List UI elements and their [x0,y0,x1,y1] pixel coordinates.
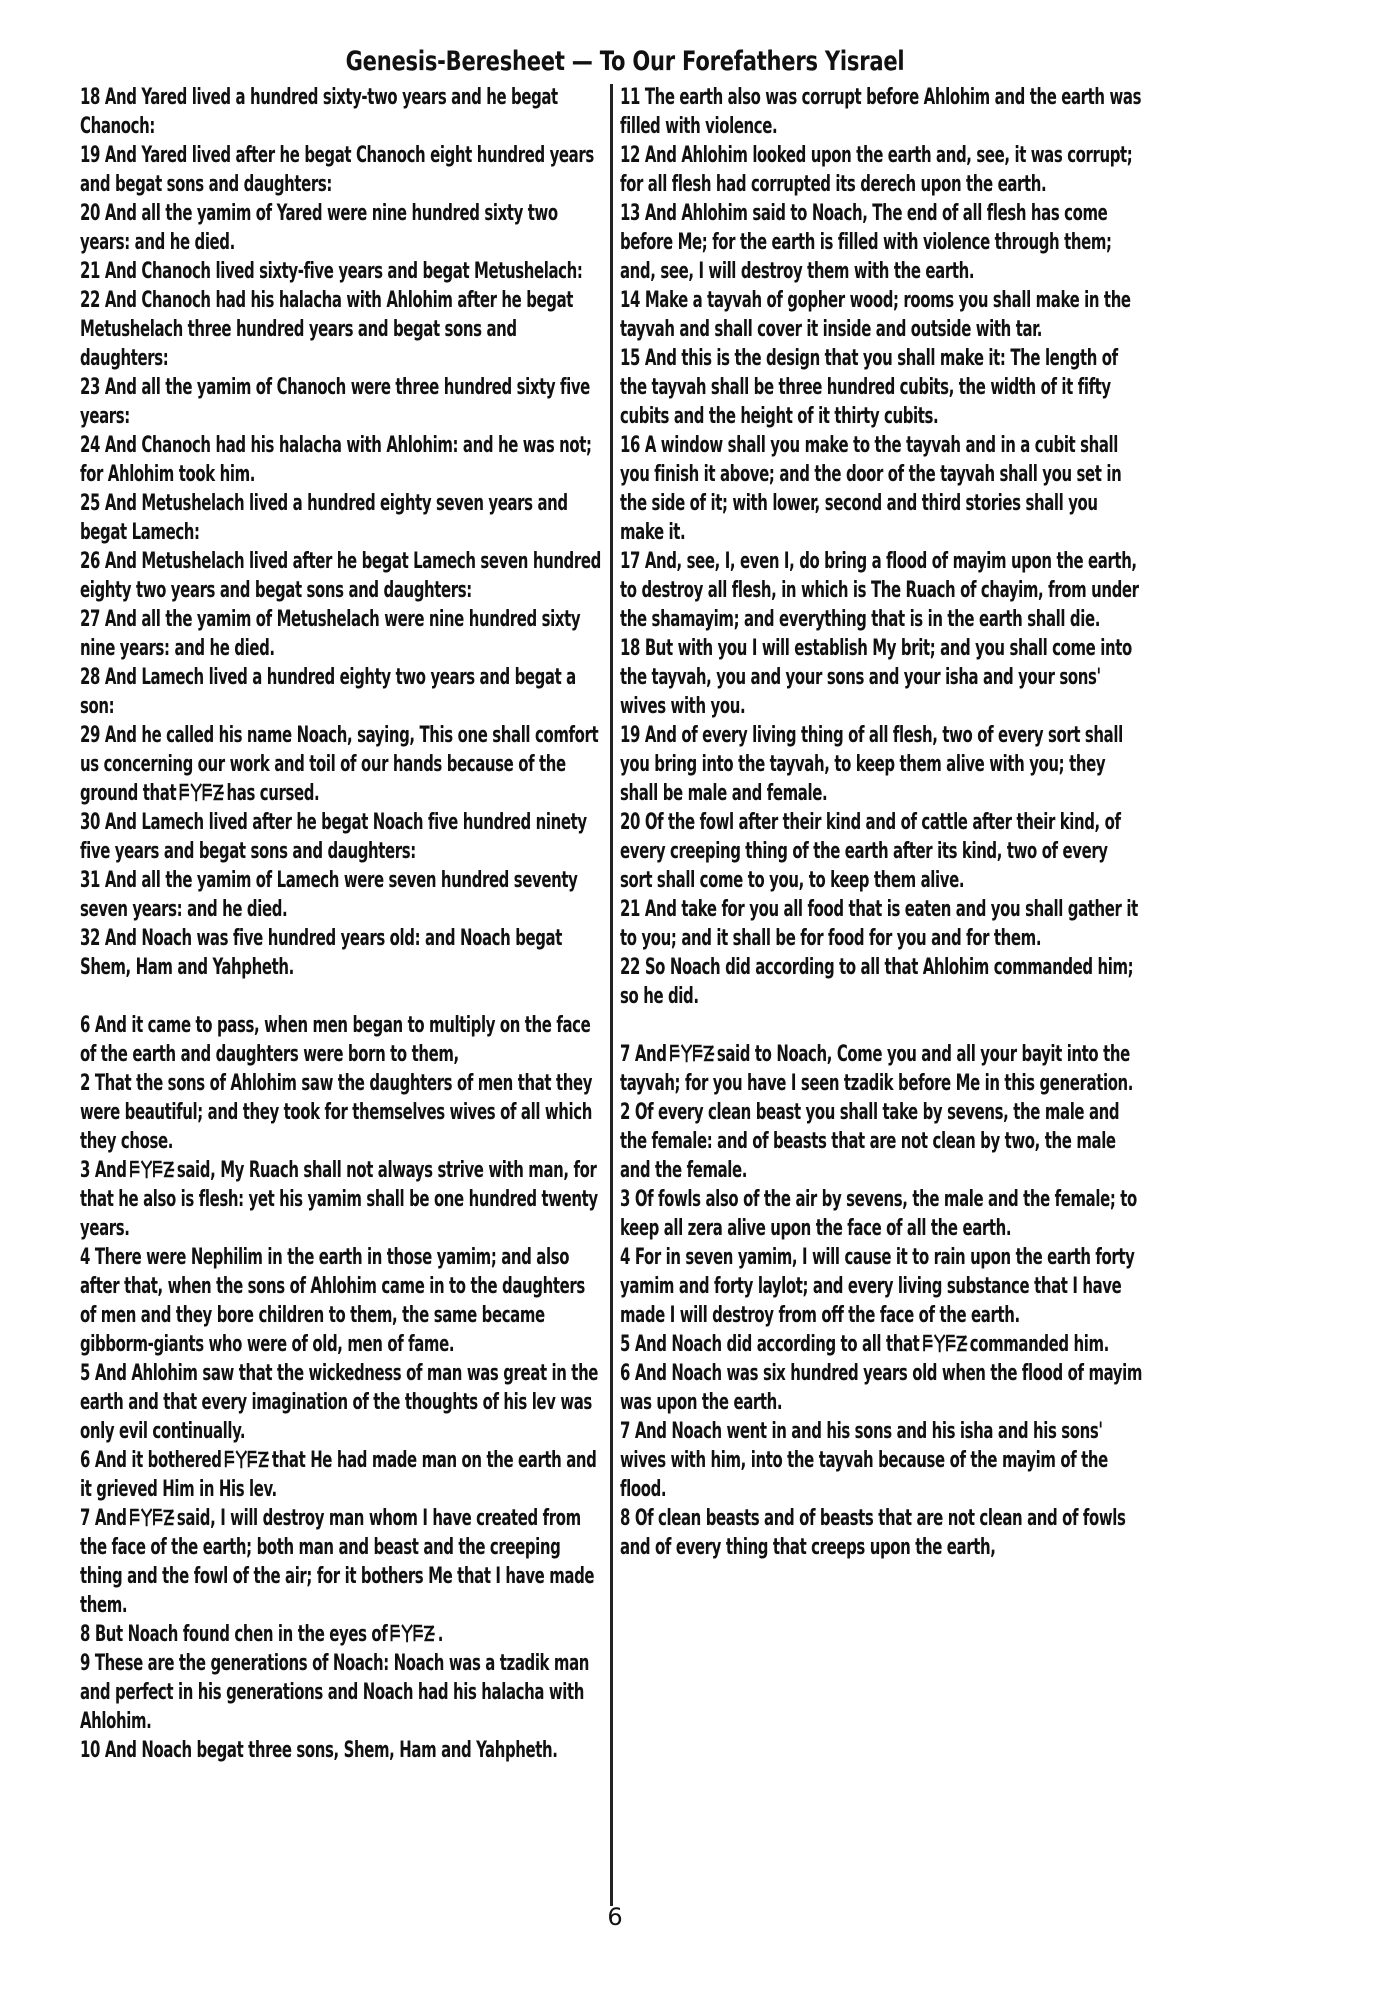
verse: 18 But with you I will establish My brit; and you shall come into the tayvah, you and your sons and your isha and your sons' wives with you. [620,635,1132,719]
verse: 19 And of every living thing of all flesh, two of every sort shall you bring into the tayvah, to keep them alive with you; they shall be male and female. [620,722,1123,806]
divine-name-icon [129,1507,175,1527]
verse: 13 And Ahlohim said to Noach, The end of all flesh has come before Me; for the earth is filled with violence through them; and, see, I will destroy them with the earth. [620,200,1112,284]
verse: 21 And take for you all food that is eaten and you shall gather it to you; and it shall be for food for you and for them. [620,896,1138,951]
divine-name-icon [178,782,224,802]
verse: 12 And Ahlohim looked upon the earth and, see, it was corrupt; for all flesh had corrupted its derech upon the earth. [620,142,1133,197]
verse: 17 And, see, I, even I, do bring a flood of mayim upon the earth, to destroy all flesh, in which is The Ruach of chayim, from under the shamayim; and everything that is in the earth shall die. [620,548,1139,632]
verse: 11 The earth also was corrupt before Ahlohim and the earth was filled with violence. [620,84,1142,139]
verse-text: commanded him. [969,1331,1109,1357]
verse-text: 5 And Noach did according to all that [620,1331,920,1357]
verse: 2 Of every clean beast you shall take by sevens, the male and the female: and of beasts that are not clean by two, the male and the female. [620,1099,1120,1183]
verse [80,721,605,808]
verse-text: . [437,1621,444,1647]
verse: 24 And Chanoch had his halacha with Ahlohim: and he was not; for Ahlohim took him. [80,432,592,487]
page-title: Genesis-Beresheet — To Our Forefathers Yisrael [345,46,905,77]
page-number: 6 [607,1903,623,1931]
verse: 31 And all the yamim of Lamech were seven hundred seventy seven years: and he died. [80,867,578,922]
verse: 6 And Noach was six hundred years old when the flood of mayim was upon the earth. [620,1360,1143,1415]
verse: 25 And Metushelach lived a hundred eighty seven years and begat Lamech: [80,490,568,545]
verse: 5 And Ahlohim saw that the wickedness of man was great in the earth and that every imagination of the thoughts of his lev was only evil continually. [80,1360,599,1444]
verse-text: 29 And he called his name Noach, saying, This one shall comfort us concerning our work and toil of our hands because of the ground that [80,722,599,806]
verse-text: said, My Ruach shall not always strive with man, for that he also is flesh: yet his yamim shall be one hundred twenty years. [80,1157,598,1241]
verse-text: that He had made man on the earth and it grieved Him in His lev. [80,1447,597,1502]
verse: 3 Of fowls also of the air by sevens, the male and the female; to keep all zera alive upon the face of all the earth. [620,1186,1137,1241]
verse: 18 And Yared lived a hundred sixty-two years and he begat Chanoch: [80,84,558,139]
verse [80,1504,605,1620]
verse: 27 And all the yamim of Metushelach were nine hundred sixty nine years: and he died. [80,606,581,661]
verse: 2 That the sons of Ahlohim saw the daughters of men that they were beautiful; and they took for themselves wives of all which they chose. [80,1070,593,1154]
verse [80,1620,605,1649]
verse: 32 And Noach was five hundred years old: and Noach begat Shem, Ham and Yahpheth. [80,925,563,980]
divine-name-icon [129,1159,175,1179]
verse-text: 7 And [80,1505,127,1531]
verse: 6 And it came to pass, when men began to multiply on the face of the earth and daughters were born to them, [80,1012,591,1067]
verse: 10 And Noach begat three sons, Shem, Ham and Yahpheth. [80,1737,558,1763]
divine-name-icon [224,1449,270,1469]
verse: 23 And all the yamim of Chanoch were three hundred sixty five years: [80,374,590,429]
verse: 21 And Chanoch lived sixty-five years and begat Metushelach: [80,258,583,284]
verse: 8 Of clean beasts and of beasts that are not clean and of fowls and of every thing that creeps upon the earth, [620,1505,1126,1560]
verse: 26 And Metushelach lived after he begat Lamech seven hundred eighty two years and begat sons and daughters: [80,548,601,603]
verse-text: said, I will destroy man whom I have created from the face of the earth; both man and beast and the creeping thing and the fowl of the air; for it bothers Me that I have made them. [80,1505,595,1618]
right-column [620,83,1143,1562]
verse: 7 And Noach went in and his sons and his isha and his sons' wives with him, into the tayvah because of the mayim of the flood. [620,1418,1108,1502]
verse [620,1330,1143,1359]
verse: 22 So Noach did according to all that Ahlohim commanded him; so he did. [620,954,1134,1009]
verse-text: said to Noach, Come you and all your bayit into the tayvah; for you have I seen tzadik before Me in this generation. [620,1041,1134,1096]
divine-name-icon [390,1623,436,1643]
divine-name-icon [669,1043,715,1063]
verse: 4 For in seven yamim, I will cause it to rain upon the earth forty yamim and forty laylot; and every living substance that I have made I will destroy from off the face of the earth. [620,1244,1135,1328]
column-divider [610,84,613,1906]
verse: 14 Make a tayvah of gopher wood; rooms you shall make in the tayvah and shall cover it inside and outside with tar. [620,287,1131,342]
divine-name-icon [922,1333,968,1353]
verse: 15 And this is the design that you shall make it: The length of the tayvah shall be three hundred cubits, the width of it fifty cubits and the height of it thirty cubits. [620,345,1118,429]
verse: 9 These are the generations of Noach: Noach was a tzadik man and perfect in his generations and Noach had his halacha with Ahlohim. [80,1650,590,1734]
verse-text: 7 And [620,1041,667,1067]
left-column [80,83,602,1765]
paragraph-gap [80,982,605,1011]
verse [80,1156,605,1243]
verse: 20 And all the yamim of Yared were nine hundred sixty two years: and he died. [80,200,558,255]
verse: 30 And Lamech lived after he begat Noach five hundred ninety five years and begat sons and daughters: [80,809,587,864]
verse: 28 And Lamech lived a hundred eighty two years and begat a son: [80,664,576,719]
verse: 16 A window shall you make to the tayvah and in a cubit shall you finish it above; and the door of the tayvah shall you set in the side of it; with lower, second and third stories shall you make it. [620,432,1122,545]
verse-text: 3 And [80,1157,127,1183]
verse: 19 And Yared lived after he begat Chanoch eight hundred years and begat sons and daughters: [80,142,594,197]
paragraph-gap [620,1011,1143,1040]
verse [620,1040,1143,1098]
verse: 22 And Chanoch had his halacha with Ahlohim after he begat Metushelach three hundred years and begat sons and daughters: [80,287,574,371]
verse: 20 Of the fowl after their kind and of cattle after their kind, of every creeping thing of the earth after its kind, two of every sort shall come to you, to keep them alive. [620,809,1121,893]
verse-text: has cursed. [226,780,320,806]
verse-text: 6 And it bothered [80,1447,222,1473]
verse: 4 There were Nephilim in the earth in those yamim; and also after that, when the sons of Ahlohim came in to the daughters of men and they bore children to them, the same became gibborm-giants who were of old, men of fame. [80,1244,585,1357]
verse [80,1446,605,1504]
verse-text: 8 But Noach found chen in the eyes of [80,1621,388,1647]
